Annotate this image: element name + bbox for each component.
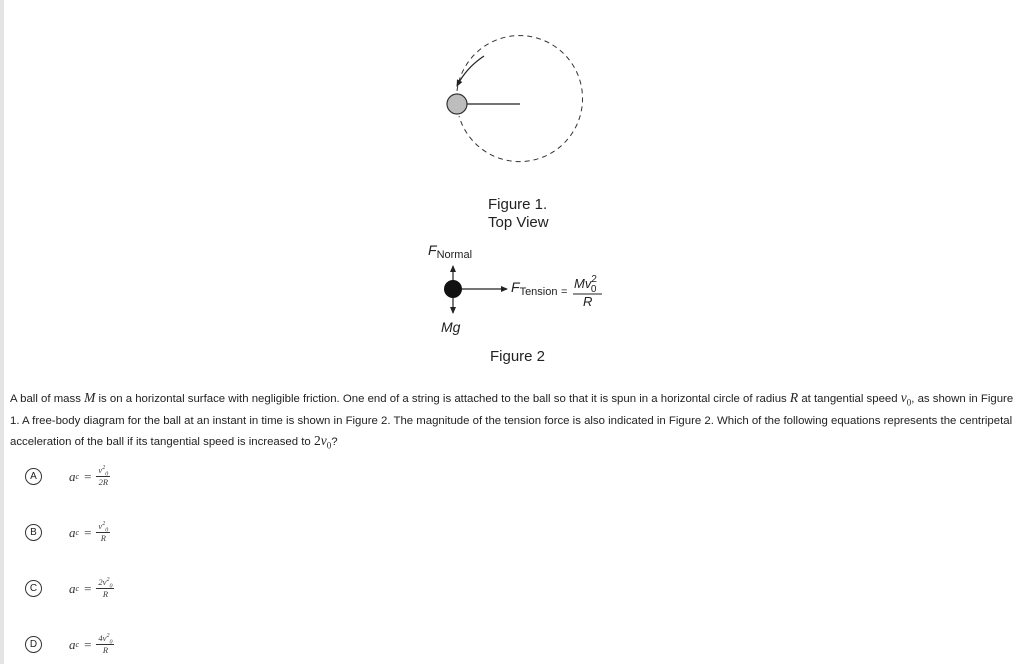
radius-symbol: R [789,390,799,405]
choice-c-letter-badge: C [25,580,42,597]
choice-b[interactable] [25,522,325,552]
choice-d[interactable] [25,634,325,664]
choice-c-equation: a c = $\frac{2v^2_0}{R}$ [69,577,113,599]
choice-b-letter-badge: B [25,524,42,541]
tension-equals: = [561,286,568,298]
choice-a[interactable] [25,466,325,496]
motion-direction-arrow [457,56,484,86]
choice-a-letter-badge: A [25,468,42,485]
figure-1 [447,36,583,231]
choice-c[interactable] [25,578,325,608]
figure-1-caption-line1: Figure 1. [488,196,548,213]
tension-label: $F_{Tension}$ [511,279,558,298]
figure-2-caption: Figure 2 [490,348,546,365]
tension-denominator: R [583,294,593,309]
speed-symbol: v [900,390,907,405]
circular-path [457,36,583,162]
normal-force-label: $F_{Normal}$ [428,242,473,261]
mass-symbol: M [84,390,96,405]
choice-b-equation: a c = $\frac{v^2_0}{R}$ [69,521,109,543]
question-text: A ball of mass M is on a horizontal surface with negligible friction. One end of a string is attached to the ball so that it is spun in a horizontal circle of radius R at tangential speed $v_0$, as shown in Figure 1. A free-body diagram for the ball at an instant in time is shown in Figure 2. The magnitude of the tension force is also indicated in Figure 2. Which of the following equations represents the centripetal acceleration of the ball if its tangential speed is increased to $2v_0$? [10,390,1014,451]
choice-d-letter-badge: D [25,636,42,653]
figure-2 [428,242,602,365]
choice-a-equation: a c = $\frac{v^2_0}{2R}$ [69,465,109,487]
ball-gray [447,94,467,114]
ball-black [444,280,462,298]
figure-1-caption-line2: Top View [488,214,549,231]
tension-numerator: Mv$^2$ 0 [574,274,597,295]
choice-d-equation: a c = $\frac{4v^2_0}{R}$ [69,633,113,655]
weight-label: Mg [441,319,461,335]
